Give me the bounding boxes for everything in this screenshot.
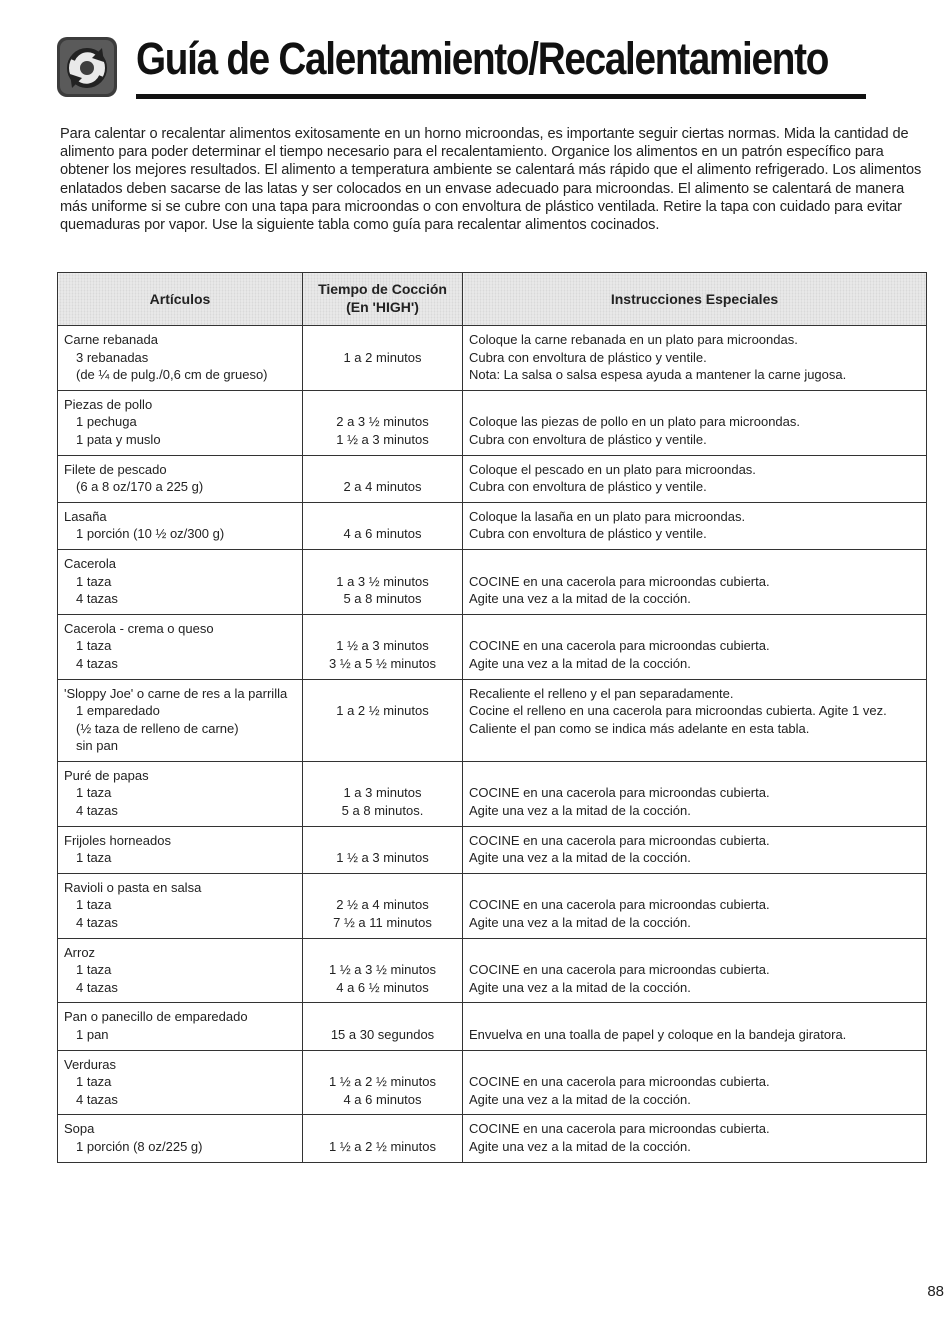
instruction-line: COCINE en una cacerola para microondas cubierta. (469, 638, 770, 654)
instruction-line: Cocine el relleno en una cacerola para microondas cubierta. Agite 1 vez. (469, 703, 887, 719)
instruction-line: Agite una vez a la mitad de la cocción. (469, 1138, 691, 1154)
item-cell (58, 1003, 303, 1050)
cooking-time (305, 737, 460, 755)
cooking-time: 7 ½ a 11 minutos (333, 915, 432, 931)
page-title: Guía de Calentamiento/Recalentamiento (136, 33, 829, 84)
instruction-line: Cubra con envoltura de plástico y ventile. (469, 431, 707, 447)
cooking-time-cell (303, 826, 463, 873)
table-row (58, 873, 927, 938)
item-name: Piezas de pollo (64, 396, 153, 412)
cooking-time (305, 720, 460, 738)
cooking-time: 4 a 6 ½ minutos (336, 979, 429, 995)
intro-paragraph: Para calentar o recalentar alimentos exitosamente en un horno microondas, es importante seguir ciertas normas. Mida la cantidad de alimento para poder determinar el tiempo necesario para el recalentamiento. Organice los alimentos en un patrón específico para obtener los mejores resultados. El alimento a temperatura ambiente se calentará más rápido que el alimento refrigerado. Los alimentos enlatados deben sacarse de las latas y ser colocados en un envase adecuado para microondas. El alimento se calentará de manera más uniforme si se cubre con una tapa para microondas o con envoltura de plástico ventilada. Retire la tapa con cuidado para evitar quemaduras por vapor. Use la siguiente tabla como guía para recalentar alimentos cocinados. (60, 126, 922, 234)
instructions-cell (463, 1050, 927, 1115)
cooking-time: 1 ½ a 3 ½ minutos (329, 962, 436, 978)
header-items: Artículos (58, 273, 303, 326)
table-row (58, 761, 927, 826)
item-name: Sopa (64, 1121, 95, 1137)
instructions-cell (463, 455, 927, 502)
cooking-time (305, 620, 460, 638)
cooking-time (305, 396, 460, 414)
cooking-time: 4 a 6 minutos (343, 1091, 422, 1107)
instructions-cell (463, 1003, 927, 1050)
item-quantity: 3 rebanadas (76, 349, 149, 365)
item-quantity: 1 taza (76, 850, 112, 866)
cooking-time: 5 a 8 minutos (343, 591, 422, 607)
table-row (58, 938, 927, 1003)
instruction-line (469, 1056, 920, 1074)
item-cell (58, 455, 303, 502)
instruction-line: Agite una vez a la mitad de la cocción. (469, 1091, 691, 1107)
item-quantity: sin pan (76, 738, 118, 754)
instruction-line (469, 944, 920, 962)
cooking-time-cell (303, 1003, 463, 1050)
cooking-time-cell (303, 455, 463, 502)
instruction-line: Caliente el pan como se indica más adelante en esta tabla. (469, 720, 810, 736)
cooking-time: 1 a 2 ½ minutos (336, 703, 429, 719)
table-row (58, 1003, 927, 1050)
instruction-line: Agite una vez a la mitad de la cocción. (469, 591, 691, 607)
item-name: Carne rebanada (64, 332, 158, 347)
item-quantity: 1 pan (76, 1027, 109, 1042)
instruction-line: Agite una vez a la mitad de la cocción. (469, 850, 691, 866)
cooking-time (305, 555, 460, 573)
item-quantity: (6 a 8 oz/170 a 225 g) (76, 479, 204, 495)
page-header (56, 28, 866, 106)
header-cooking-time (303, 273, 463, 326)
item-cell (58, 1115, 303, 1162)
instruction-line: Coloque la carne rebanada en un plato para microondas. (469, 332, 798, 347)
item-quantity: (½ taza de relleno de carne) (76, 720, 239, 736)
instructions-cell (463, 938, 927, 1003)
cooking-time-cell (303, 679, 463, 761)
cooking-time: 1 ½ a 3 minutos (336, 431, 429, 447)
instruction-line: Envuelva en una toalla de papel y coloque en la bandeja giratora. (469, 1027, 847, 1042)
title-underline (136, 94, 866, 99)
cooking-time: 2 a 4 minutos (343, 479, 422, 495)
item-name: Arroz (64, 944, 96, 960)
cooking-time (305, 767, 460, 785)
cooking-time (305, 1120, 460, 1138)
item-cell (58, 873, 303, 938)
cooking-time (305, 685, 460, 703)
instruction-line: COCINE en una cacerola para microondas cubierta. (469, 832, 770, 848)
instruction-line (469, 879, 920, 897)
cooking-time-cell (303, 1115, 463, 1162)
item-cell (58, 938, 303, 1003)
item-quantity: 1 pata y muslo (76, 431, 161, 447)
instruction-line: Agite una vez a la mitad de la cocción. (469, 803, 691, 819)
cooking-time: 1 ½ a 3 minutos (336, 850, 429, 866)
cooking-time: 4 a 6 minutos (343, 526, 422, 542)
instructions-cell (463, 326, 927, 391)
instruction-line: Coloque el pescado en un plato para microondas. (469, 461, 756, 477)
instruction-line: Agite una vez a la mitad de la cocción. (469, 655, 691, 671)
item-name: Filete de pescado (64, 461, 167, 477)
item-quantity: 1 taza (76, 785, 112, 801)
item-name: Pan o panecillo de emparedado (64, 1009, 248, 1025)
instruction-line (469, 555, 920, 573)
item-cell (58, 502, 303, 549)
instruction-line: COCINE en una cacerola para microondas cubierta. (469, 785, 770, 801)
instruction-line: COCINE en una cacerola para microondas cubierta. (469, 1074, 770, 1090)
instruction-line (469, 396, 920, 414)
cooking-time (305, 944, 460, 962)
item-cell (58, 549, 303, 614)
table-row (58, 455, 927, 502)
item-name: 'Sloppy Joe' o carne de res a la parrilla (64, 685, 288, 701)
reheat-cycle-icon (56, 36, 118, 98)
header-time-line1: Tiempo de Cocción (318, 281, 447, 298)
table-row (58, 502, 927, 549)
instructions-cell (463, 873, 927, 938)
item-name: Lasaña (64, 508, 107, 524)
instruction-line: Cubra con envoltura de plástico y ventile. (469, 479, 707, 495)
cooking-time-cell (303, 873, 463, 938)
cooking-time-cell (303, 761, 463, 826)
cooking-time-cell (303, 502, 463, 549)
cooking-time (305, 366, 460, 384)
instructions-cell (463, 761, 927, 826)
instruction-line: COCINE en una cacerola para microondas cubierta. (469, 1121, 770, 1137)
table-row (58, 390, 927, 455)
item-quantity: 1 porción (8 oz/225 g) (76, 1138, 203, 1154)
item-quantity: 4 tazas (76, 1091, 118, 1107)
cooking-time (305, 832, 460, 850)
cooking-time: 1 a 3 ½ minutos (336, 573, 429, 589)
item-cell (58, 326, 303, 391)
instruction-line: COCINE en una cacerola para microondas cubierta. (469, 573, 770, 589)
cooking-time-cell (303, 614, 463, 679)
table-row (58, 614, 927, 679)
instructions-cell (463, 502, 927, 549)
cooking-time: 1 ½ a 2 ½ minutos (329, 1074, 436, 1090)
item-cell (58, 614, 303, 679)
table-row (58, 679, 927, 761)
reheating-guide-table (57, 272, 927, 1163)
instruction-line: COCINE en una cacerola para microondas cubierta. (469, 962, 770, 978)
cooking-time-cell (303, 326, 463, 391)
item-quantity: 4 tazas (76, 655, 118, 671)
item-cell (58, 761, 303, 826)
cooking-time: 1 ½ a 2 ½ minutos (329, 1138, 436, 1154)
cooking-time: 15 a 30 segundos (330, 1027, 435, 1042)
instructions-cell (463, 1115, 927, 1162)
item-quantity: 1 taza (76, 897, 112, 913)
page-number: 88 (927, 1283, 944, 1300)
item-quantity: 4 tazas (76, 979, 118, 995)
item-quantity: 1 emparedado (76, 703, 160, 719)
table-row (58, 826, 927, 873)
cooking-time (305, 1008, 460, 1026)
cooking-time-cell (303, 390, 463, 455)
instruction-line: Cubra con envoltura de plástico y ventile. (469, 526, 707, 542)
item-quantity: 1 pechuga (76, 414, 137, 430)
table-row (58, 1050, 927, 1115)
instruction-line (469, 1008, 920, 1026)
item-quantity: (de ¼ de pulg./0,6 cm de grueso) (76, 367, 268, 383)
cooking-time (305, 461, 460, 479)
item-quantity: 4 tazas (76, 803, 118, 819)
item-cell (58, 826, 303, 873)
item-quantity: 4 tazas (76, 591, 118, 607)
item-name: Cacerola - crema o queso (64, 620, 214, 636)
cooking-time: 1 ½ a 3 minutos (336, 638, 429, 654)
cooking-time (305, 331, 460, 349)
table-header-row (58, 273, 927, 326)
header-time-line2: (En 'HIGH') (346, 299, 419, 315)
instruction-line (469, 620, 920, 638)
item-quantity: 1 taza (76, 962, 112, 978)
instruction-line: Recaliente el relleno y el pan separadamente. (469, 685, 734, 701)
instruction-line: Nota: La salsa o salsa espesa ayuda a mantener la carne jugosa. (469, 367, 847, 383)
instructions-cell (463, 826, 927, 873)
instructions-cell (463, 549, 927, 614)
item-name: Puré de papas (64, 767, 149, 783)
instructions-cell (463, 390, 927, 455)
cooking-time: 5 a 8 minutos. (341, 803, 424, 819)
cooking-time-cell (303, 549, 463, 614)
header-instructions: Instrucciones Especiales (463, 273, 927, 326)
instruction-line: Coloque la lasaña en un plato para microondas. (469, 508, 746, 524)
cooking-time: 2 a 3 ½ minutos (336, 414, 429, 430)
cooking-time: 3 ½ a 5 ½ minutos (329, 655, 436, 671)
item-quantity: 1 taza (76, 1074, 112, 1090)
cooking-time: 1 a 2 minutos (343, 349, 422, 365)
item-name: Verduras (64, 1056, 117, 1072)
instruction-line (469, 737, 920, 755)
instructions-cell (463, 679, 927, 761)
cooking-time: 1 a 3 minutos (343, 785, 422, 801)
table-row (58, 326, 927, 391)
item-name: Cacerola (64, 555, 117, 571)
table-body (58, 326, 927, 1163)
item-name: Frijoles horneados (64, 832, 171, 848)
cooking-time-cell (303, 1050, 463, 1115)
cooking-time: 2 ½ a 4 minutos (336, 897, 429, 913)
item-name: Ravioli o pasta en salsa (64, 879, 202, 895)
instruction-line: Cubra con envoltura de plástico y ventile. (469, 349, 707, 365)
item-quantity: 1 taza (76, 573, 112, 589)
cooking-time (305, 508, 460, 526)
item-quantity: 1 porción (10 ½ oz/300 g) (76, 526, 225, 542)
instruction-line: COCINE en una cacerola para microondas cubierta. (469, 897, 770, 913)
item-quantity: 1 taza (76, 638, 112, 654)
item-cell (58, 390, 303, 455)
cooking-time-cell (303, 938, 463, 1003)
item-cell (58, 679, 303, 761)
cooking-time (305, 1056, 460, 1074)
table-row (58, 549, 927, 614)
item-cell (58, 1050, 303, 1115)
instruction-line (469, 767, 920, 785)
item-quantity: 4 tazas (76, 915, 118, 931)
instruction-line: Agite una vez a la mitad de la cocción. (469, 915, 691, 931)
instruction-line: Coloque las piezas de pollo en un plato para microondas. (469, 414, 800, 430)
table-row (58, 1115, 927, 1162)
instructions-cell (463, 614, 927, 679)
instruction-line: Agite una vez a la mitad de la cocción. (469, 979, 691, 995)
cooking-time (305, 879, 460, 897)
